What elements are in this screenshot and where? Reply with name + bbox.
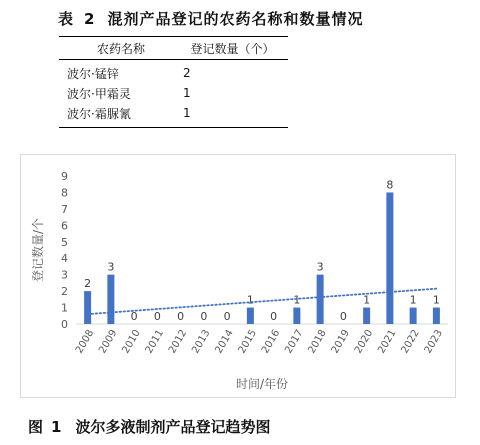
table-body xyxy=(59,60,288,127)
x-tick-label: 2008 xyxy=(73,328,97,356)
bar xyxy=(317,275,324,324)
cell-count: 1 xyxy=(183,106,191,120)
x-tick-label: 2009 xyxy=(97,328,120,356)
figure-title-text: 波尔多液制剂产品登记趋势图 xyxy=(75,418,271,436)
x-tick-label: 2022 xyxy=(399,328,422,356)
bar xyxy=(433,308,440,324)
cell-count: 2 xyxy=(183,66,191,80)
x-tick-label: 2010 xyxy=(120,328,143,356)
data-label: 8 xyxy=(386,178,394,192)
cell-count: 1 xyxy=(183,86,191,100)
x-tick-label: 2012 xyxy=(166,328,190,356)
y-tick-label: 4 xyxy=(61,252,68,266)
data-label: 1 xyxy=(363,293,371,307)
data-label: 3 xyxy=(107,260,115,274)
table-row xyxy=(59,103,288,123)
y-tick-label: 8 xyxy=(61,186,68,200)
y-tick-label: 6 xyxy=(61,219,68,233)
x-tick-label: 2013 xyxy=(190,328,213,356)
data-label: 2 xyxy=(84,277,92,291)
figure-title xyxy=(28,416,448,437)
table-bottom-rule xyxy=(59,127,288,128)
bar xyxy=(410,308,417,324)
registration-table xyxy=(59,36,288,128)
table-header-row xyxy=(59,37,288,59)
bar xyxy=(363,308,370,324)
data-label: 1 xyxy=(293,293,301,307)
header-registration-count: 登记数量（个） xyxy=(190,41,275,56)
y-tick-label: 5 xyxy=(61,235,68,249)
registration-trend-chart xyxy=(20,154,456,398)
bar xyxy=(386,192,393,324)
table-label: 表 xyxy=(58,10,75,28)
table-title xyxy=(58,8,478,29)
y-tick-label: 7 xyxy=(61,202,68,216)
data-label: 0 xyxy=(339,310,347,323)
header-pesticide-name: 农药名称 xyxy=(96,41,145,56)
figure-number: 1 xyxy=(51,418,62,436)
x-tick-label: 2018 xyxy=(306,328,329,356)
cell-name: 波尔·锰锌 xyxy=(67,66,119,81)
x-tick-label: 2020 xyxy=(352,328,376,356)
data-label: 1 xyxy=(246,293,254,307)
table-row xyxy=(59,63,288,83)
bar xyxy=(247,308,254,324)
data-label: 0 xyxy=(130,310,138,323)
data-label: 1 xyxy=(409,293,417,307)
table-number: 2 xyxy=(84,10,96,28)
data-label: 0 xyxy=(177,310,185,323)
y-tick-label: 2 xyxy=(61,285,68,299)
x-tick-label: 2021 xyxy=(376,328,399,356)
y-tick-label: 0 xyxy=(61,318,68,331)
y-axis-title: 登记数量/个 xyxy=(31,217,45,283)
x-tick-label: 2017 xyxy=(283,328,306,356)
x-tick-label: 2011 xyxy=(143,328,166,356)
cell-name: 波尔·甲霜灵 xyxy=(67,86,131,101)
bar xyxy=(84,291,91,324)
data-label: 0 xyxy=(200,310,208,323)
data-label: 3 xyxy=(316,260,324,274)
bar xyxy=(107,275,114,324)
x-tick-label: 2019 xyxy=(329,328,352,356)
y-tick-label: 3 xyxy=(61,268,68,282)
data-label: 0 xyxy=(153,310,161,323)
figure-label: 图 xyxy=(28,418,44,436)
x-tick-label: 2023 xyxy=(422,328,445,356)
bar xyxy=(293,308,300,324)
table-title-text: 混剂产品登记的农药名称和数量情况 xyxy=(107,10,364,28)
y-tick-label: 9 xyxy=(61,170,68,183)
table-row xyxy=(59,83,288,103)
data-label: 1 xyxy=(432,293,440,307)
x-tick-label: 2015 xyxy=(236,328,259,356)
data-label: 0 xyxy=(223,310,231,323)
y-tick-label: 1 xyxy=(61,301,68,315)
cell-name: 波尔·霜脲氰 xyxy=(67,106,131,121)
trend-line xyxy=(88,289,437,314)
x-tick-label: 2016 xyxy=(259,328,283,356)
x-tick-label: 2014 xyxy=(213,328,236,356)
data-label: 0 xyxy=(270,310,278,323)
x-axis-title: 时间/年份 xyxy=(235,377,289,391)
